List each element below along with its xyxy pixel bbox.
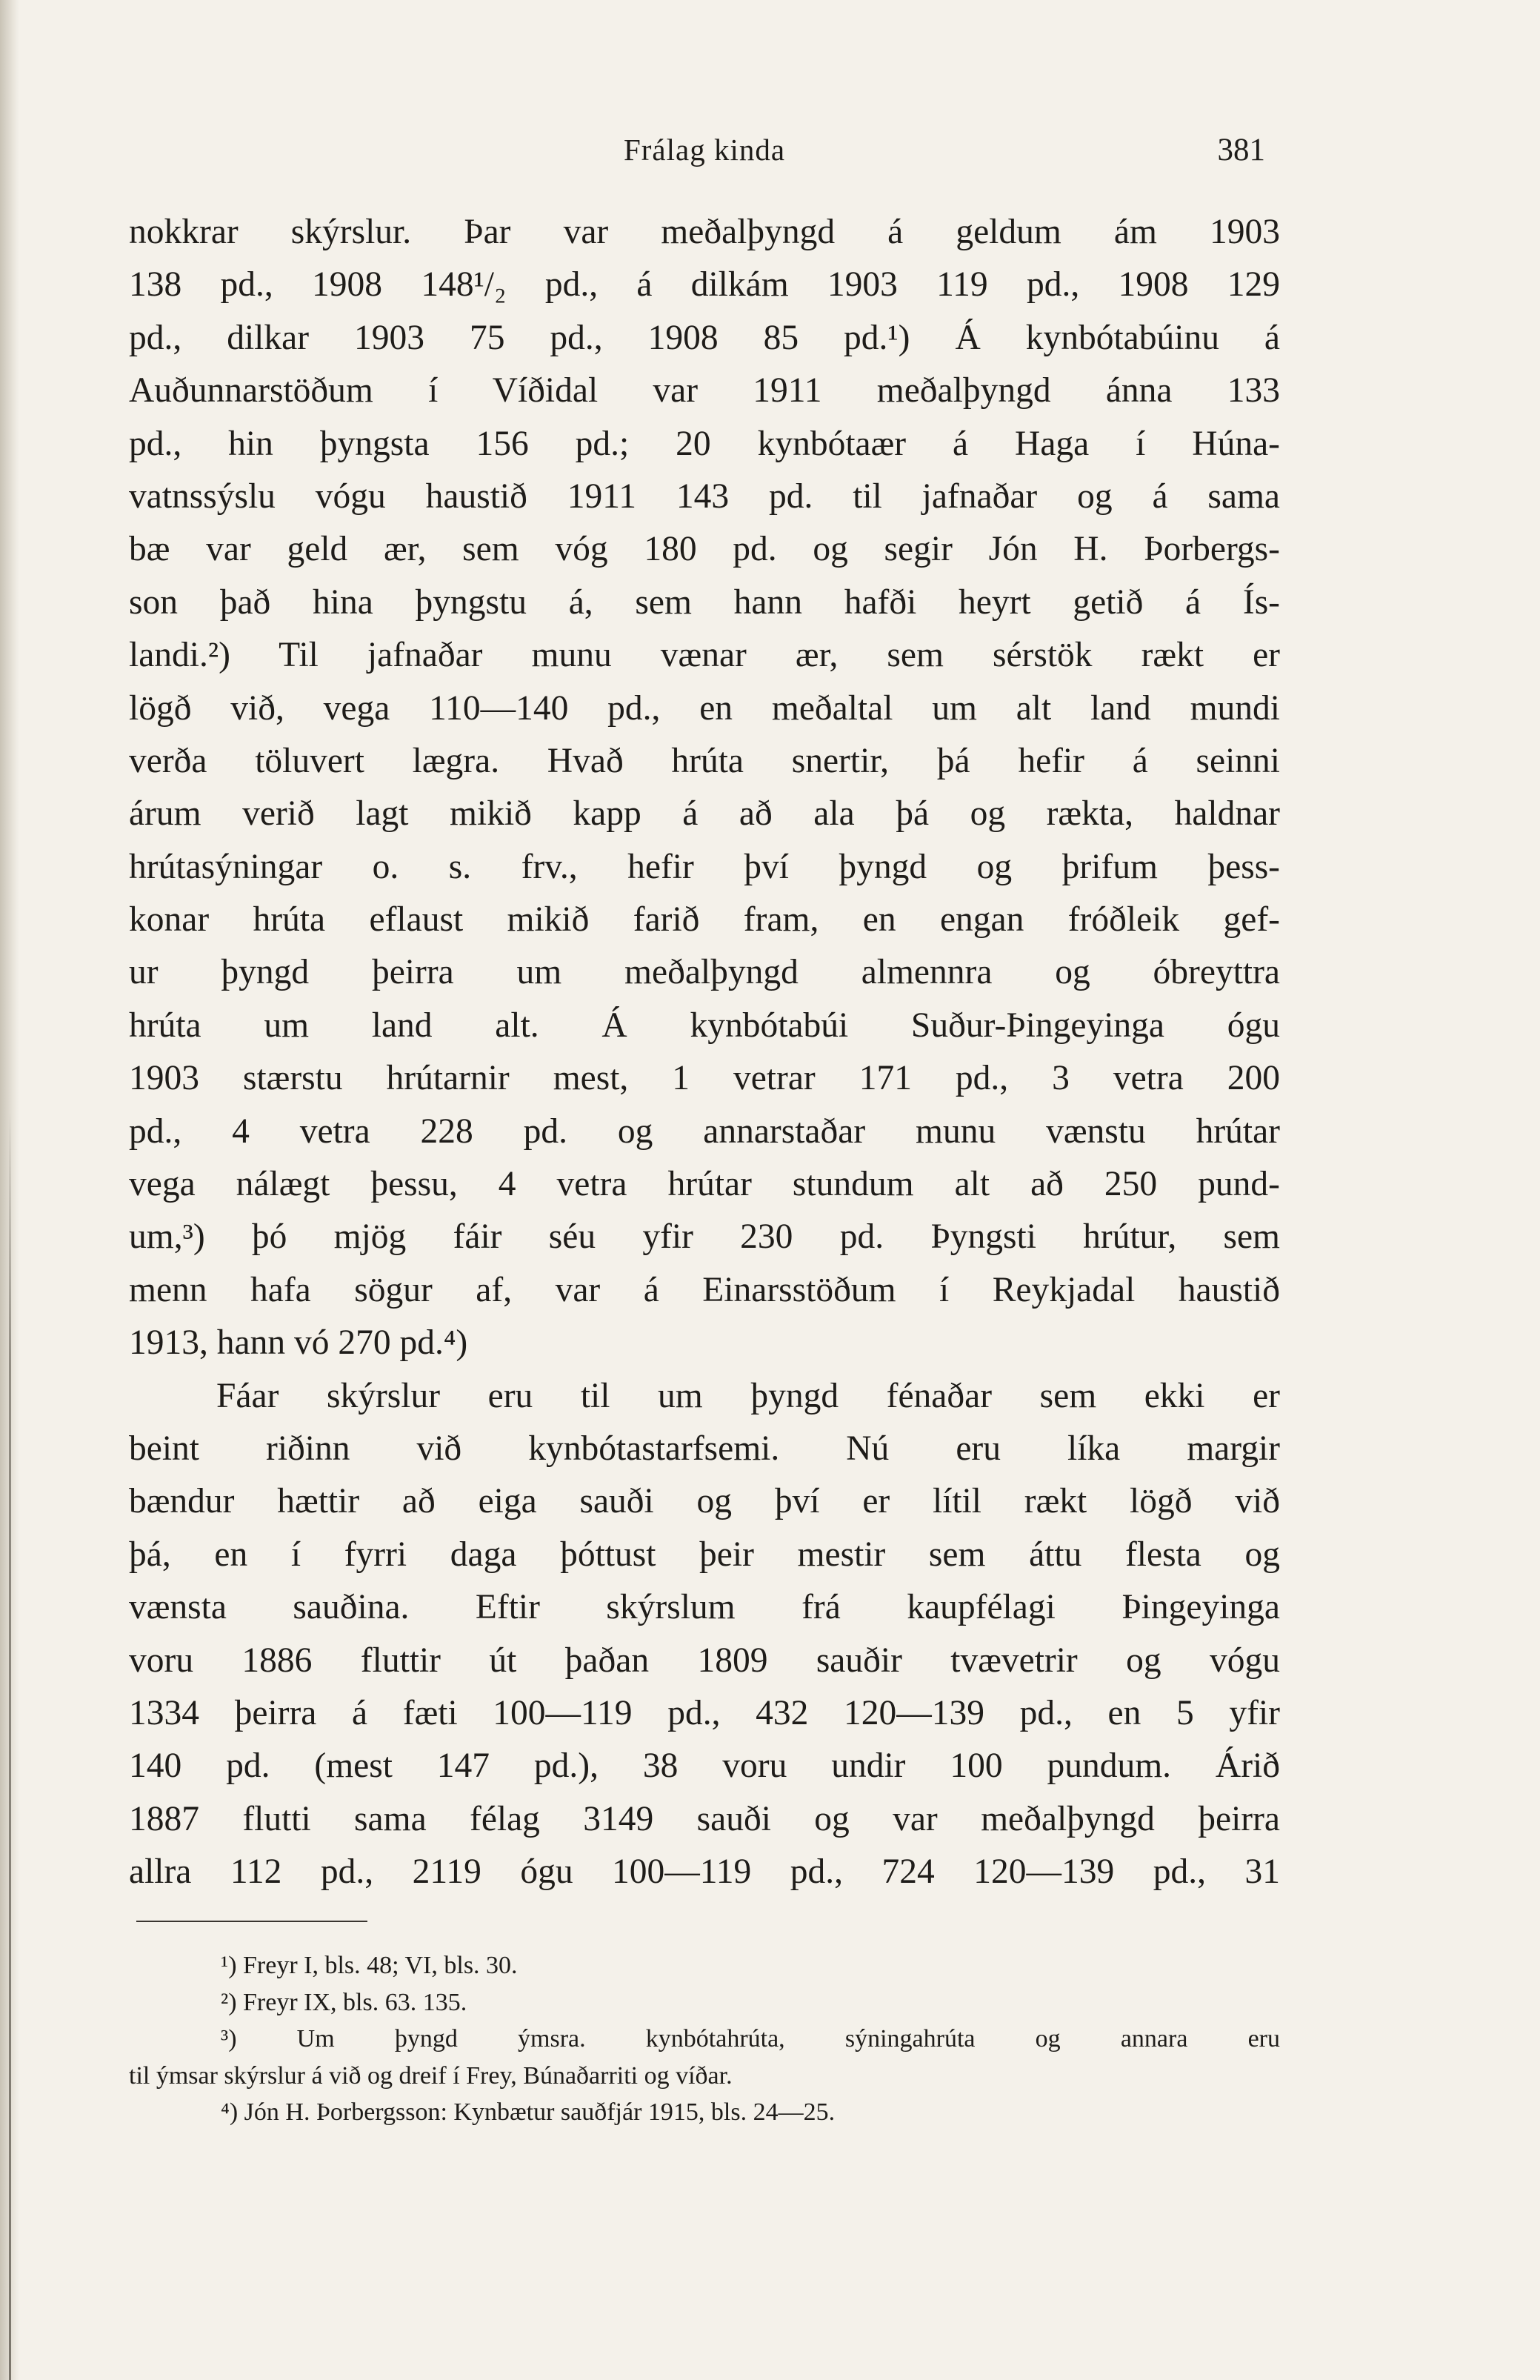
body-line: bæ var geld ær, sem vóg 180 pd. og segir Jón H. Þorbergs- — [129, 530, 1280, 569]
body-line: 138 pd., 1908 148¹/₂ pd., á dilkám 1903 119 pd., 1908 129 — [129, 265, 1280, 305]
binding-shadow-line — [9, 1111, 11, 2380]
running-title: Frálag kinda — [623, 133, 786, 167]
footnote-3: ³) Um þyngd ýmsra. kynbótahrúta, sýningahrúta og annara eru — [221, 2025, 1280, 2052]
body-line: bændur hættir að eiga sauði og því er lítil rækt lögð við — [129, 1482, 1280, 1521]
body-line: konar hrúta eflaust mikið farið fram, en engan fróðleik gef- — [129, 900, 1280, 940]
body-line: nokkrar skýrslur. Þar var meðalþyngd á geldum ám 1903 — [129, 213, 1280, 251]
body-line: ur þyngd þeirra um meðalþyngd almennra og óbreyttra — [129, 953, 1280, 992]
body-line: hrúta um land alt. Á kynbótabúi Suður-Þingeyinga ógu — [129, 1005, 1280, 1045]
footnote-2: ²) Freyr IX, bls. 63. 135. — [221, 1988, 467, 2016]
body-text — [129, 206, 1280, 1899]
body-line: hrútasýningar o. s. frv., hefir því þyngd og þrifum þess- — [129, 847, 1280, 886]
body-line: verða töluvert lægra. Hvað hrúta snertir, þá hefir á seinni — [129, 741, 1280, 780]
page-number: 381 — [1217, 133, 1265, 167]
footnotes — [129, 1947, 1280, 2131]
body-line: vega nálægt þessu, 4 vetra hrútar stundum alt að 250 pund- — [129, 1165, 1280, 1204]
body-line: pd., hin þyngsta 156 pd.; 20 kynbótaær á Haga í Húna- — [129, 424, 1280, 463]
body-line: 1334 þeirra á fæti 100—119 pd., 432 120—139 pd., en 5 yfir — [129, 1693, 1280, 1732]
body-line: menn hafa sögur af, var á Einarsstöðum í Reykjadal haustið — [129, 1270, 1280, 1309]
footnote-4: ⁴) Jón H. Þorbergsson: Kynbætur sauðfjár 1915, bls. 24—25. — [221, 2098, 836, 2126]
body-line: vænsta sauðina. Eftir skýrslum frá kaupfélagi Þingeyinga — [129, 1588, 1280, 1627]
body-line: Auðunnarstöðum í Víðidal var 1911 meðalþyngd ánna 133 — [129, 371, 1280, 410]
body-line: 140 pd. (mest 147 pd.), 38 voru undir 100 pundum. Árið — [129, 1746, 1280, 1786]
body-line: vatnssýslu vógu haustið 1911 143 pd. til jafnaðar og á sama — [129, 476, 1280, 516]
footnote-divider — [136, 1921, 367, 1922]
page-header — [129, 132, 1280, 184]
body-line: landi.²) Til jafnaðar munu vænar ær, sem sérstök rækt er — [129, 636, 1280, 675]
body-line: son það hina þyngstu á, sem hann hafði heyrt getið á Ís- — [129, 582, 1280, 622]
footnote-3-continuation: til ýmsar skýrslur á við og dreif í Frey, Búnaðarriti og víðar. — [129, 2061, 733, 2090]
body-line: allra 112 pd., 2119 ógu 100—119 pd., 724 120—139 pd., 31 — [129, 1852, 1280, 1892]
body-line: lögð við, vega 110—140 pd., en meðaltal um alt land mundi — [129, 688, 1280, 728]
paragraph-end-line: 1913, hann vó 270 pd.⁴) — [129, 1323, 468, 1363]
body-line: 1903 stærstu hrútarnir mest, 1 vetrar 171 pd., 3 vetra 200 — [129, 1059, 1280, 1098]
body-line: voru 1886 fluttir út þaðan 1809 sauðir tvævetrir og vógu — [129, 1641, 1280, 1680]
footnote-1: ¹) Freyr I, bls. 48; VI, bls. 30. — [221, 1952, 518, 1979]
body-line: árum verið lagt mikið kapp á að ala þá og rækta, haldnar — [129, 794, 1280, 834]
paragraph-start-line: Fáar skýrslur eru til um þyngd fénaðar sem ekki er — [216, 1376, 1280, 1415]
body-line: beint riðinn við kynbótastarfsemi. Nú eru líka margir — [129, 1429, 1280, 1468]
body-line: 1887 flutti sama félag 3149 sauði og var meðalþyngd þeirra — [129, 1799, 1280, 1838]
body-line: um,³) þó mjög fáir séu yfir 230 pd. Þyngsti hrútur, sem — [129, 1217, 1280, 1257]
body-line: þá, en í fyrri daga þóttust þeir mestir sem áttu flesta og — [129, 1535, 1280, 1574]
body-line: pd., dilkar 1903 75 pd., 1908 85 pd.¹) Á kynbótabúinu á — [129, 318, 1280, 357]
body-line: pd., 4 vetra 228 pd. og annarstaðar munu vænstu hrútar — [129, 1111, 1280, 1151]
